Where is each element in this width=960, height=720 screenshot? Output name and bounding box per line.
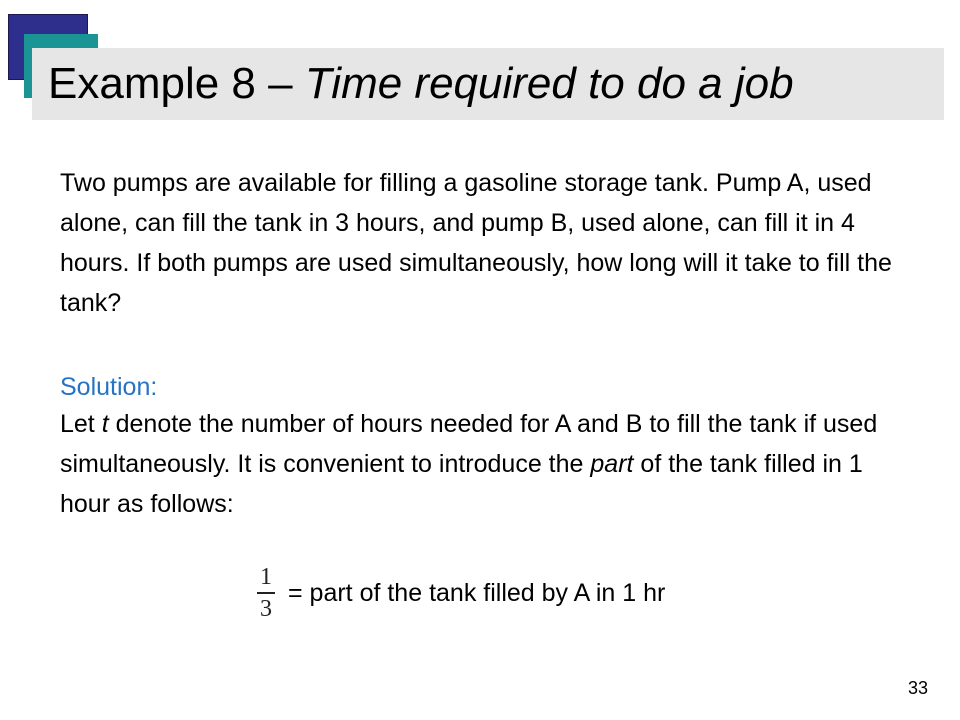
solution-part-1: Let — [60, 410, 102, 438]
title-italic: Time required to do a job — [304, 59, 794, 108]
title-main: Example 8 – — [48, 59, 305, 108]
variable-t: t — [101, 410, 109, 438]
solution-label: Solution: — [60, 373, 158, 401]
fraction-bar — [257, 592, 275, 594]
fraction-denominator: 3 — [260, 596, 272, 622]
solution-part-2: denote the number of hours needed for A and B to fill the tank if used simultaneously. It is convenient to introduce the — [60, 410, 878, 478]
word-part: part — [590, 450, 634, 478]
page-number: 33 — [907, 678, 928, 698]
solution-part-3: of the tank filled in 1 hour as follows: — [60, 450, 863, 518]
slide-title — [48, 56, 794, 112]
solution-text — [60, 404, 900, 524]
fraction-numerator: 1 — [260, 564, 272, 590]
fraction-one-third — [252, 562, 280, 624]
problem-text: Two pumps are available for filling a gasoline storage tank. Pump A, used alone, can fill the tank in 3 hours, and pump B, used alone, can fill it in 4 hours. If both pumps are used simultaneously, how long will it take to fill the tank? — [60, 169, 892, 317]
fraction-description: = part of the tank filled by A in 1 hr — [288, 579, 666, 607]
